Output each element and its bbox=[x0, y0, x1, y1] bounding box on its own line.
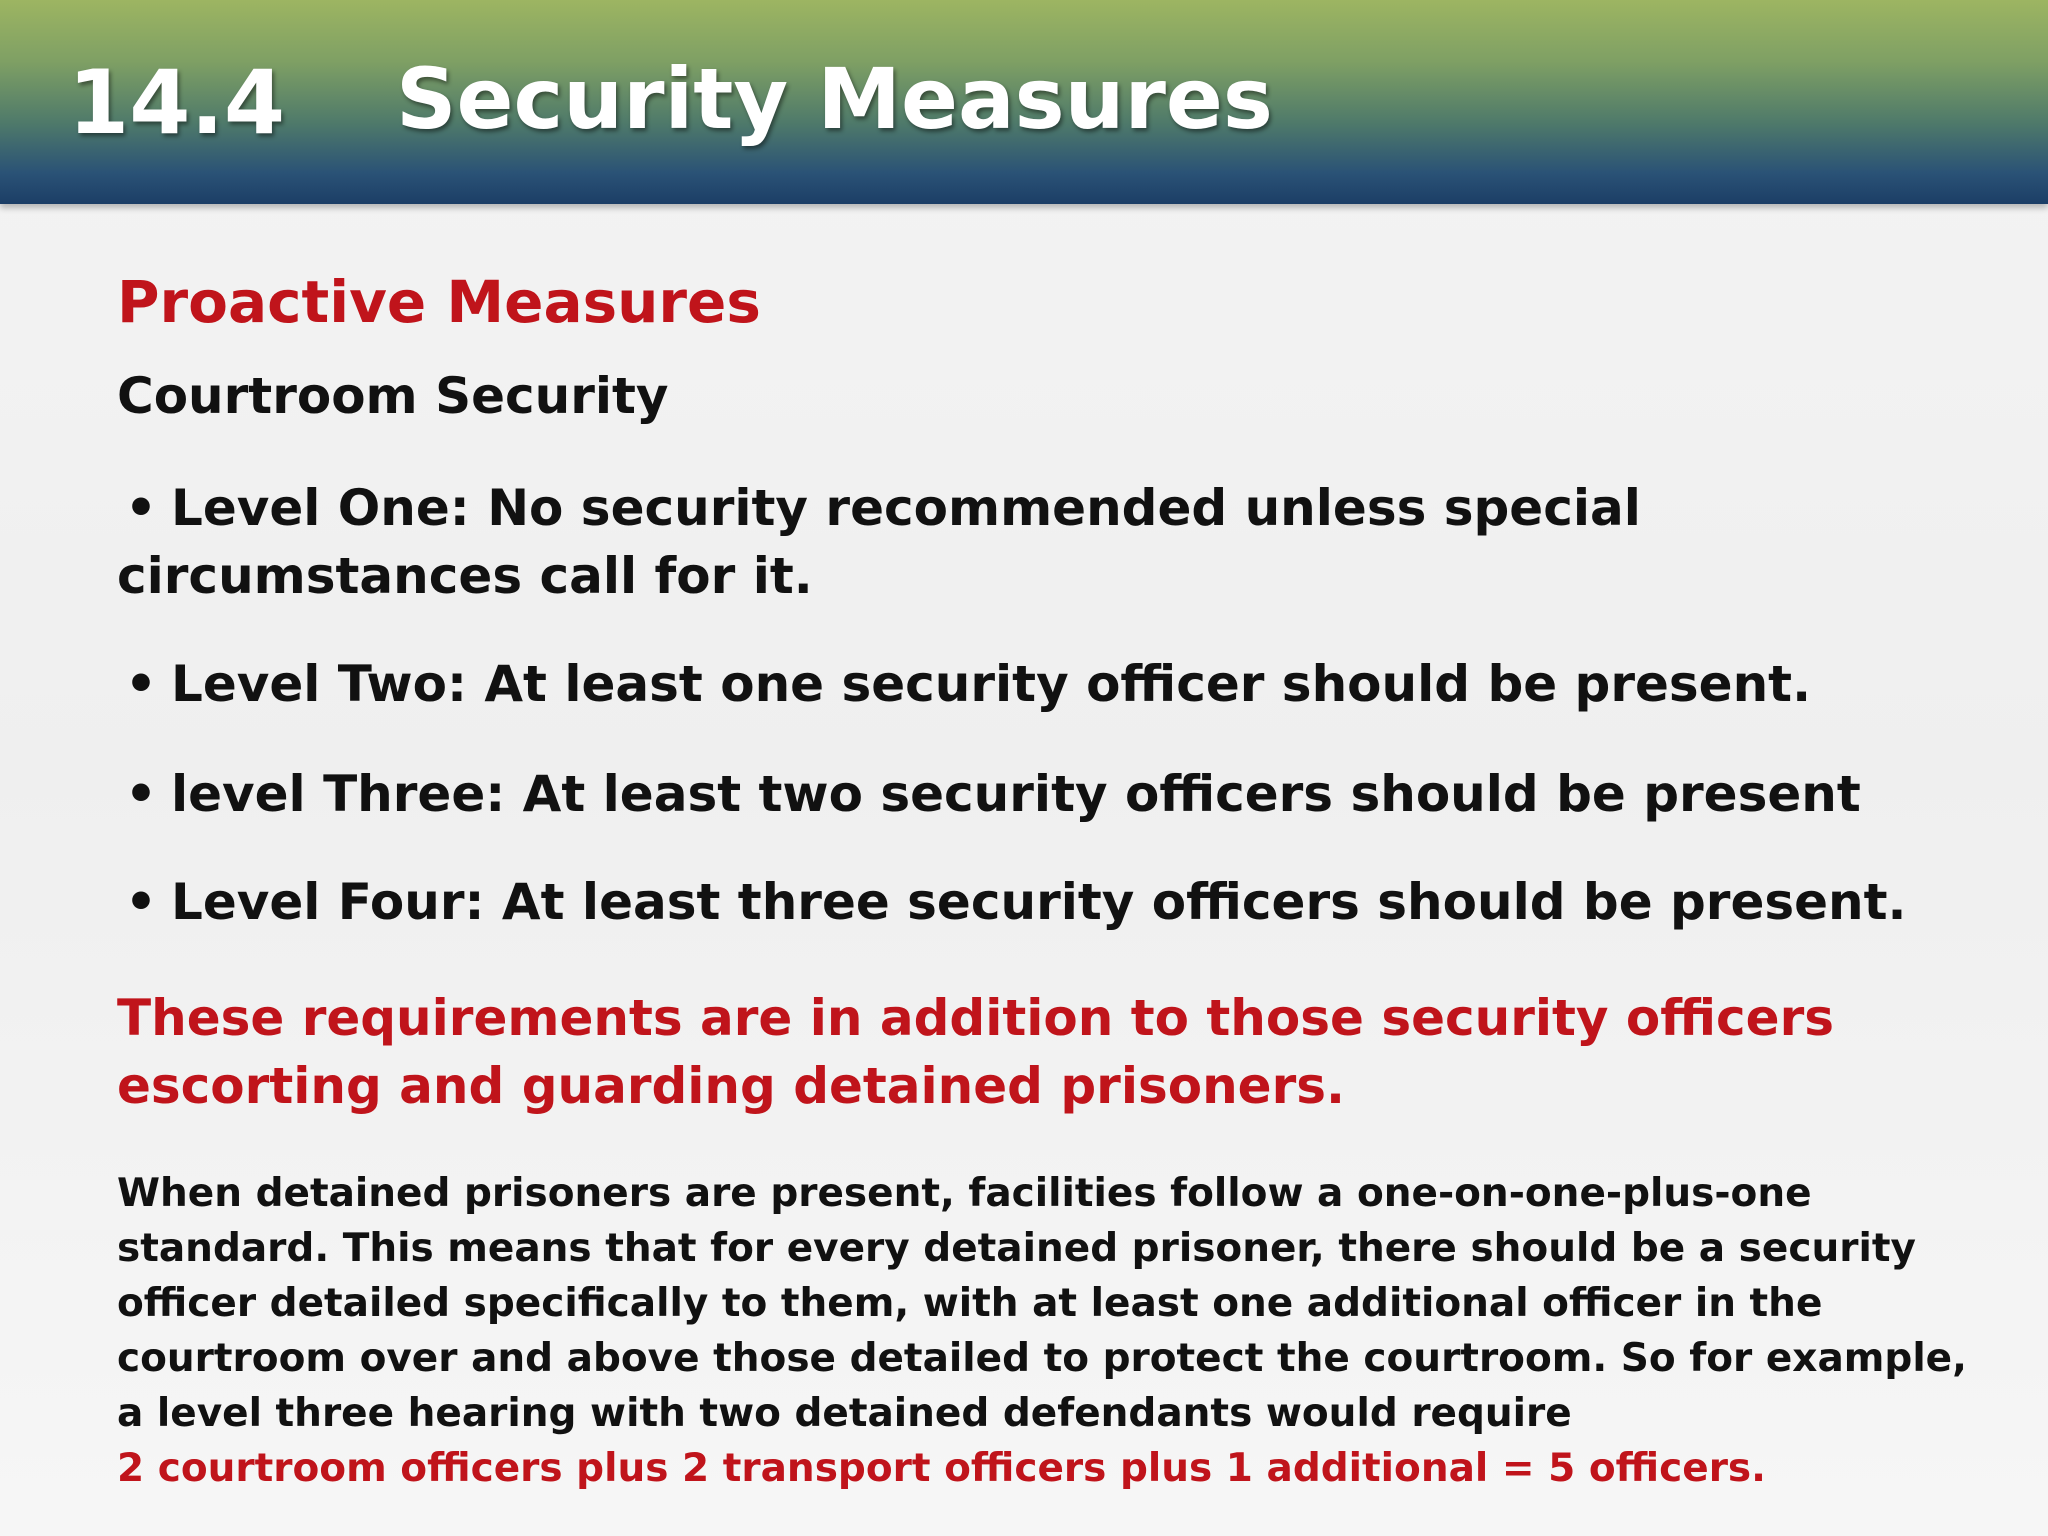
bullet-marker: • bbox=[125, 479, 157, 537]
bullet-level-one bbox=[117, 474, 1977, 610]
bullet-text: Level Four: At least three security officers should be present. bbox=[170, 873, 1907, 931]
paragraph-text: When detained prisoners are present, facilities follow a one-on-one-plus-one standard. This means that for every detained prisoner, there should be a security officer detailed specifically to them, with at least one additional officer in the courtroom over and above those detailed to protect the courtroom. So for example, a level three hearing with two detained defendants would require bbox=[117, 1171, 1967, 1436]
slide-title: Security Measures bbox=[396, 50, 1273, 148]
section-number: 14.4 bbox=[68, 51, 286, 154]
bullet-text: Level One: No security recommended unless special circumstances call for it. bbox=[117, 479, 1641, 605]
bullet-marker: • bbox=[125, 655, 157, 713]
slide-header bbox=[0, 0, 2048, 204]
bullet-level-three bbox=[117, 760, 1977, 828]
bullet-text: level Three: At least two security officers should be present bbox=[170, 765, 1861, 823]
bullet-marker: • bbox=[125, 873, 157, 931]
requirements-note: These requirements are in addition to those security officers escorting and guarding detained prisoners. bbox=[117, 989, 1835, 1115]
detained-prisoner-paragraph bbox=[117, 1166, 1977, 1496]
bullet-marker: • bbox=[125, 765, 157, 823]
section-label: Courtroom Security bbox=[117, 367, 669, 425]
bullet-level-two bbox=[117, 650, 1977, 718]
paragraph-example-highlight: 2 courtroom officers plus 2 transport officers plus 1 additional = 5 officers. bbox=[117, 1446, 1766, 1491]
bullet-level-four bbox=[117, 868, 1977, 936]
bullet-text: Level Two: At least one security officer should be present. bbox=[170, 655, 1812, 713]
subtitle: Proactive Measures bbox=[117, 268, 761, 336]
